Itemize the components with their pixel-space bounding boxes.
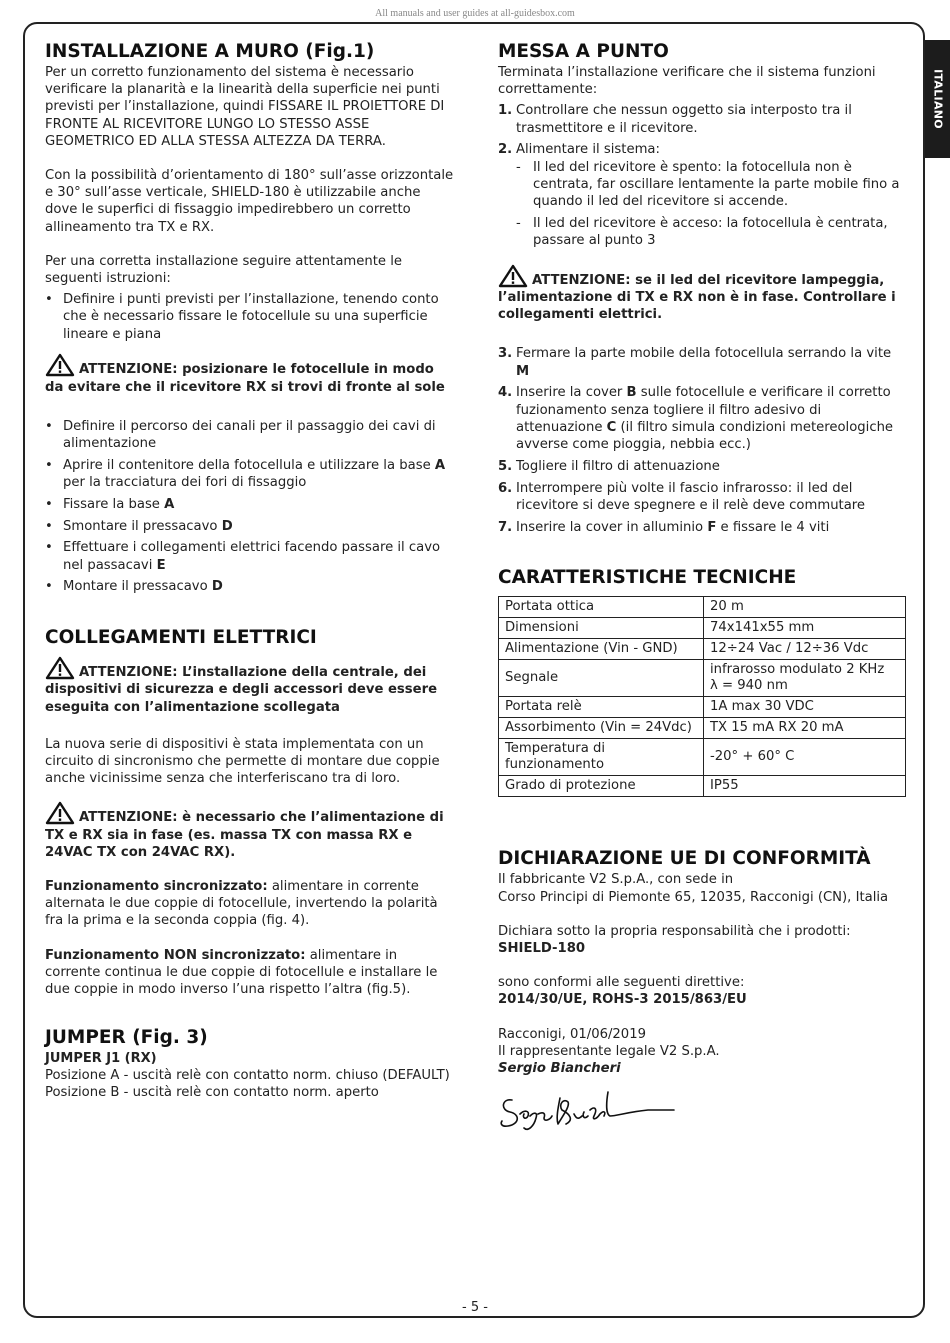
nosync-para: Funzionamento NON sincronizzato: alimentare in corrente continua le due coppie di fotocellule e installare le due coppie in modo inverso l’una rispetto l’altra (fig.5). — [45, 947, 438, 998]
setup-steps-a — [498, 102, 908, 249]
table-row: Dimensioni 74x141x55 mm — [499, 618, 906, 639]
decl-line: Il fabbricante V2 S.p.A., con sede in — [498, 872, 734, 888]
left-column — [45, 40, 455, 1102]
table-row: Grado di protezione IP55 — [499, 776, 906, 797]
elec-title: COLLEGAMENTI ELETTRICI — [45, 627, 317, 649]
language-tab-label: ITALIANO — [931, 69, 944, 129]
decl-product: SHIELD-180 — [498, 941, 586, 957]
table-row: Portata ottica 20 m — [499, 597, 906, 618]
decl-line: Il rappresentante legale V2 S.p.A. — [498, 1043, 720, 1059]
warning-icon — [45, 656, 75, 680]
list-item: 4. Inserire la cover B sulle fotocellule e verificare il corretto fuzionamento senza togliere il filtro adesivo di attenuazione C (il filtro simula condizioni metereologiche avverse come pioggia, nebbia ecc.) — [498, 385, 894, 453]
decl-line: Corso Principi di Piemonte 65, 12035, Racconigi (CN), Italia — [498, 889, 889, 905]
elec-warning-1: ATTENZIONE: L’installazione della centrale, dei dispositivi di sicurezza e degli accessori deve essere eseguita con l’alimentazione scollegata — [45, 656, 455, 716]
sync-para: Funzionamento sincronizzato: alimentare in corrente alternata le due coppie di fotocellule, invertendo la polarità fra la prima e la seconda coppia (fig. 4). — [45, 879, 438, 929]
list-item: - Il led del ricevitore è spento: la fotocellula non è centrata, far oscillare lentamente la parte mobile fino a quando il led del ricevitore si accende. — [498, 159, 908, 211]
install-list-2 — [45, 418, 455, 596]
setup-title: MESSA A PUNTO — [498, 41, 669, 62]
setup-steps-b — [498, 345, 908, 535]
warning-icon — [498, 264, 528, 288]
table-row: Temperatura di funzionamento -20° + 60° C — [499, 739, 906, 776]
elec-warning-2: ATTENZIONE: è necessario che l’alimentazione di TX e RX sia in fase (es. massa TX con massa RX e 24VAC TX con 24VAC RX). — [45, 801, 455, 861]
install-para-2: Con la possibilità d’orientamento di 180° sull’asse orizzontale e 30° sull’asse verticale, SHIELD-180 è utilizzabile anche dove le superfici di fissaggio impedirebbero un corretto allineamento tra TX e RX. — [45, 168, 454, 235]
right-column — [498, 40, 908, 1077]
specs-title: CARATTERISTICHE TECNICHE — [498, 567, 797, 589]
warning-icon — [45, 353, 75, 377]
list-item: • Smontare il pressacavo D — [45, 518, 455, 535]
list-item: • Aprire il contenitore della fotocellula e utilizzare la base A per la tracciatura dei fori di fissaggio — [45, 457, 455, 491]
decl-directives: 2014/30/UE, ROHS-3 2015/863/EU — [498, 992, 747, 1008]
elec-para-1: La nuova serie di dispositivi è stata implementata con un circuito di sincronismo che permette di montare due coppie anche vicinissime senza che interferiscano tra di loro. — [45, 736, 440, 787]
install-title: INSTALLAZIONE A MURO (Fig.1) — [45, 41, 375, 62]
install-list-1 — [45, 291, 455, 343]
table-row: Alimentazione (Vin - GND) 12÷24 Vac / 12÷36 Vdc — [499, 639, 906, 660]
decl-line: Dichiara sotto la propria responsabilità che i prodotti: — [498, 923, 851, 939]
header-note: All manuals and user guides at all-guidesbox.com — [375, 8, 575, 19]
list-item: 3. Fermare la parte mobile della fotocellula serrando la vite M — [498, 346, 892, 379]
list-item: 5. Togliere il filtro di attenuazione — [498, 458, 720, 474]
decl-line: sono conformi alle seguenti direttive: — [498, 975, 745, 991]
jumper-title: JUMPER (Fig. 3) — [45, 1027, 208, 1049]
install-warning-text: ATTENZIONE: posizionare le fotocellule in modo da evitare che il ricevitore RX si trovi di fronte al sole — [45, 362, 445, 395]
signature — [498, 1080, 678, 1140]
list-item: • Fissare la base A — [45, 496, 455, 513]
jumper-line-1: Posizione A - uscità relè con contatto norm. chiuso (DEFAULT) — [45, 1068, 450, 1084]
list-item: 7. Inserire la cover in alluminio F e fissare le 4 viti — [498, 519, 830, 535]
list-item: 2. Alimentare il sistema: - Il led del ricevitore è spento: la fotocellula non è centrata, far oscillare lentamente la parte mobile fino a quando il led del ricevitore si accende. - Il led del ricevitore è acceso: la fotocellula è centrata, passare al punto 3 — [498, 141, 908, 249]
install-para-1: Per un corretto funzionamento del sistema è necessario verificare la planarità e la linearità della superficie nei punti previsti per l’installazione, quindi FISSARE IL PROIETTORE DI FRONTE AL RICEVITORE LUNGO LO STESSO ASSE GEOMETRICO ED ALLA STESSA ALTEZZA DA TERRA. — [45, 65, 445, 149]
list-item: • Effettuare i collegamenti elettrici facendo passare il cavo nel passacavi E — [45, 539, 455, 573]
decl-title: DICHIARAZIONE UE DI CONFORMITÀ — [498, 848, 871, 870]
specs-table — [498, 596, 906, 797]
jumper-subtitle: JUMPER J1 (RX) — [45, 1051, 157, 1067]
warning-icon — [45, 801, 75, 825]
list-item: 1. Controllare che nessun oggetto sia interposto tra il trasmettitore e il ricevitore. — [498, 103, 852, 136]
table-row: Segnale infrarosso modulato 2 KHz λ = 940 nm — [499, 660, 906, 697]
setup-substeps — [498, 159, 908, 250]
install-para-3: Per una corretta installazione seguire attentamente le seguenti istruzioni: — [45, 253, 402, 287]
list-item: - Il led del ricevitore è acceso: la fotocellula è centrata, passare al punto 3 — [498, 215, 908, 249]
list-item: • Definire il percorso dei canali per il passaggio dei cavi di alimentazione — [45, 418, 455, 452]
list-item: • Definire i punti previsti per l’installazione, tenendo conto che è necessario fissare le fotocellule su una superficie lineare e piana — [45, 291, 455, 343]
list-item: 6. Interrompere più volte il fascio infrarosso: il led del ricevitore si deve spegnere e il relè deve commutare — [498, 480, 866, 513]
table-row: Assorbimento (Vin = 24Vdc) TX 15 mA RX 20 mA — [499, 718, 906, 739]
language-tab — [925, 40, 950, 158]
page-number: - 5 - — [462, 1300, 488, 1315]
setup-warning: ATTENZIONE: se il led del ricevitore lampeggia, l’alimentazione di TX e RX non è in fase. Controllare i collegamenti elettrici. — [498, 264, 908, 324]
install-warning — [45, 353, 455, 395]
jumper-line-2: Posizione B - uscità relè con contatto norm. aperto — [45, 1085, 379, 1101]
table-row: Portata relè 1A max 30 VDC — [499, 697, 906, 718]
decl-signer: Sergio Biancheri — [498, 1061, 621, 1077]
decl-line: Racconigi, 01/06/2019 — [498, 1026, 646, 1042]
setup-intro: Terminata l’installazione verificare che il sistema funzioni correttamente: — [498, 65, 876, 98]
list-item: • Montare il pressacavo D — [45, 578, 455, 595]
